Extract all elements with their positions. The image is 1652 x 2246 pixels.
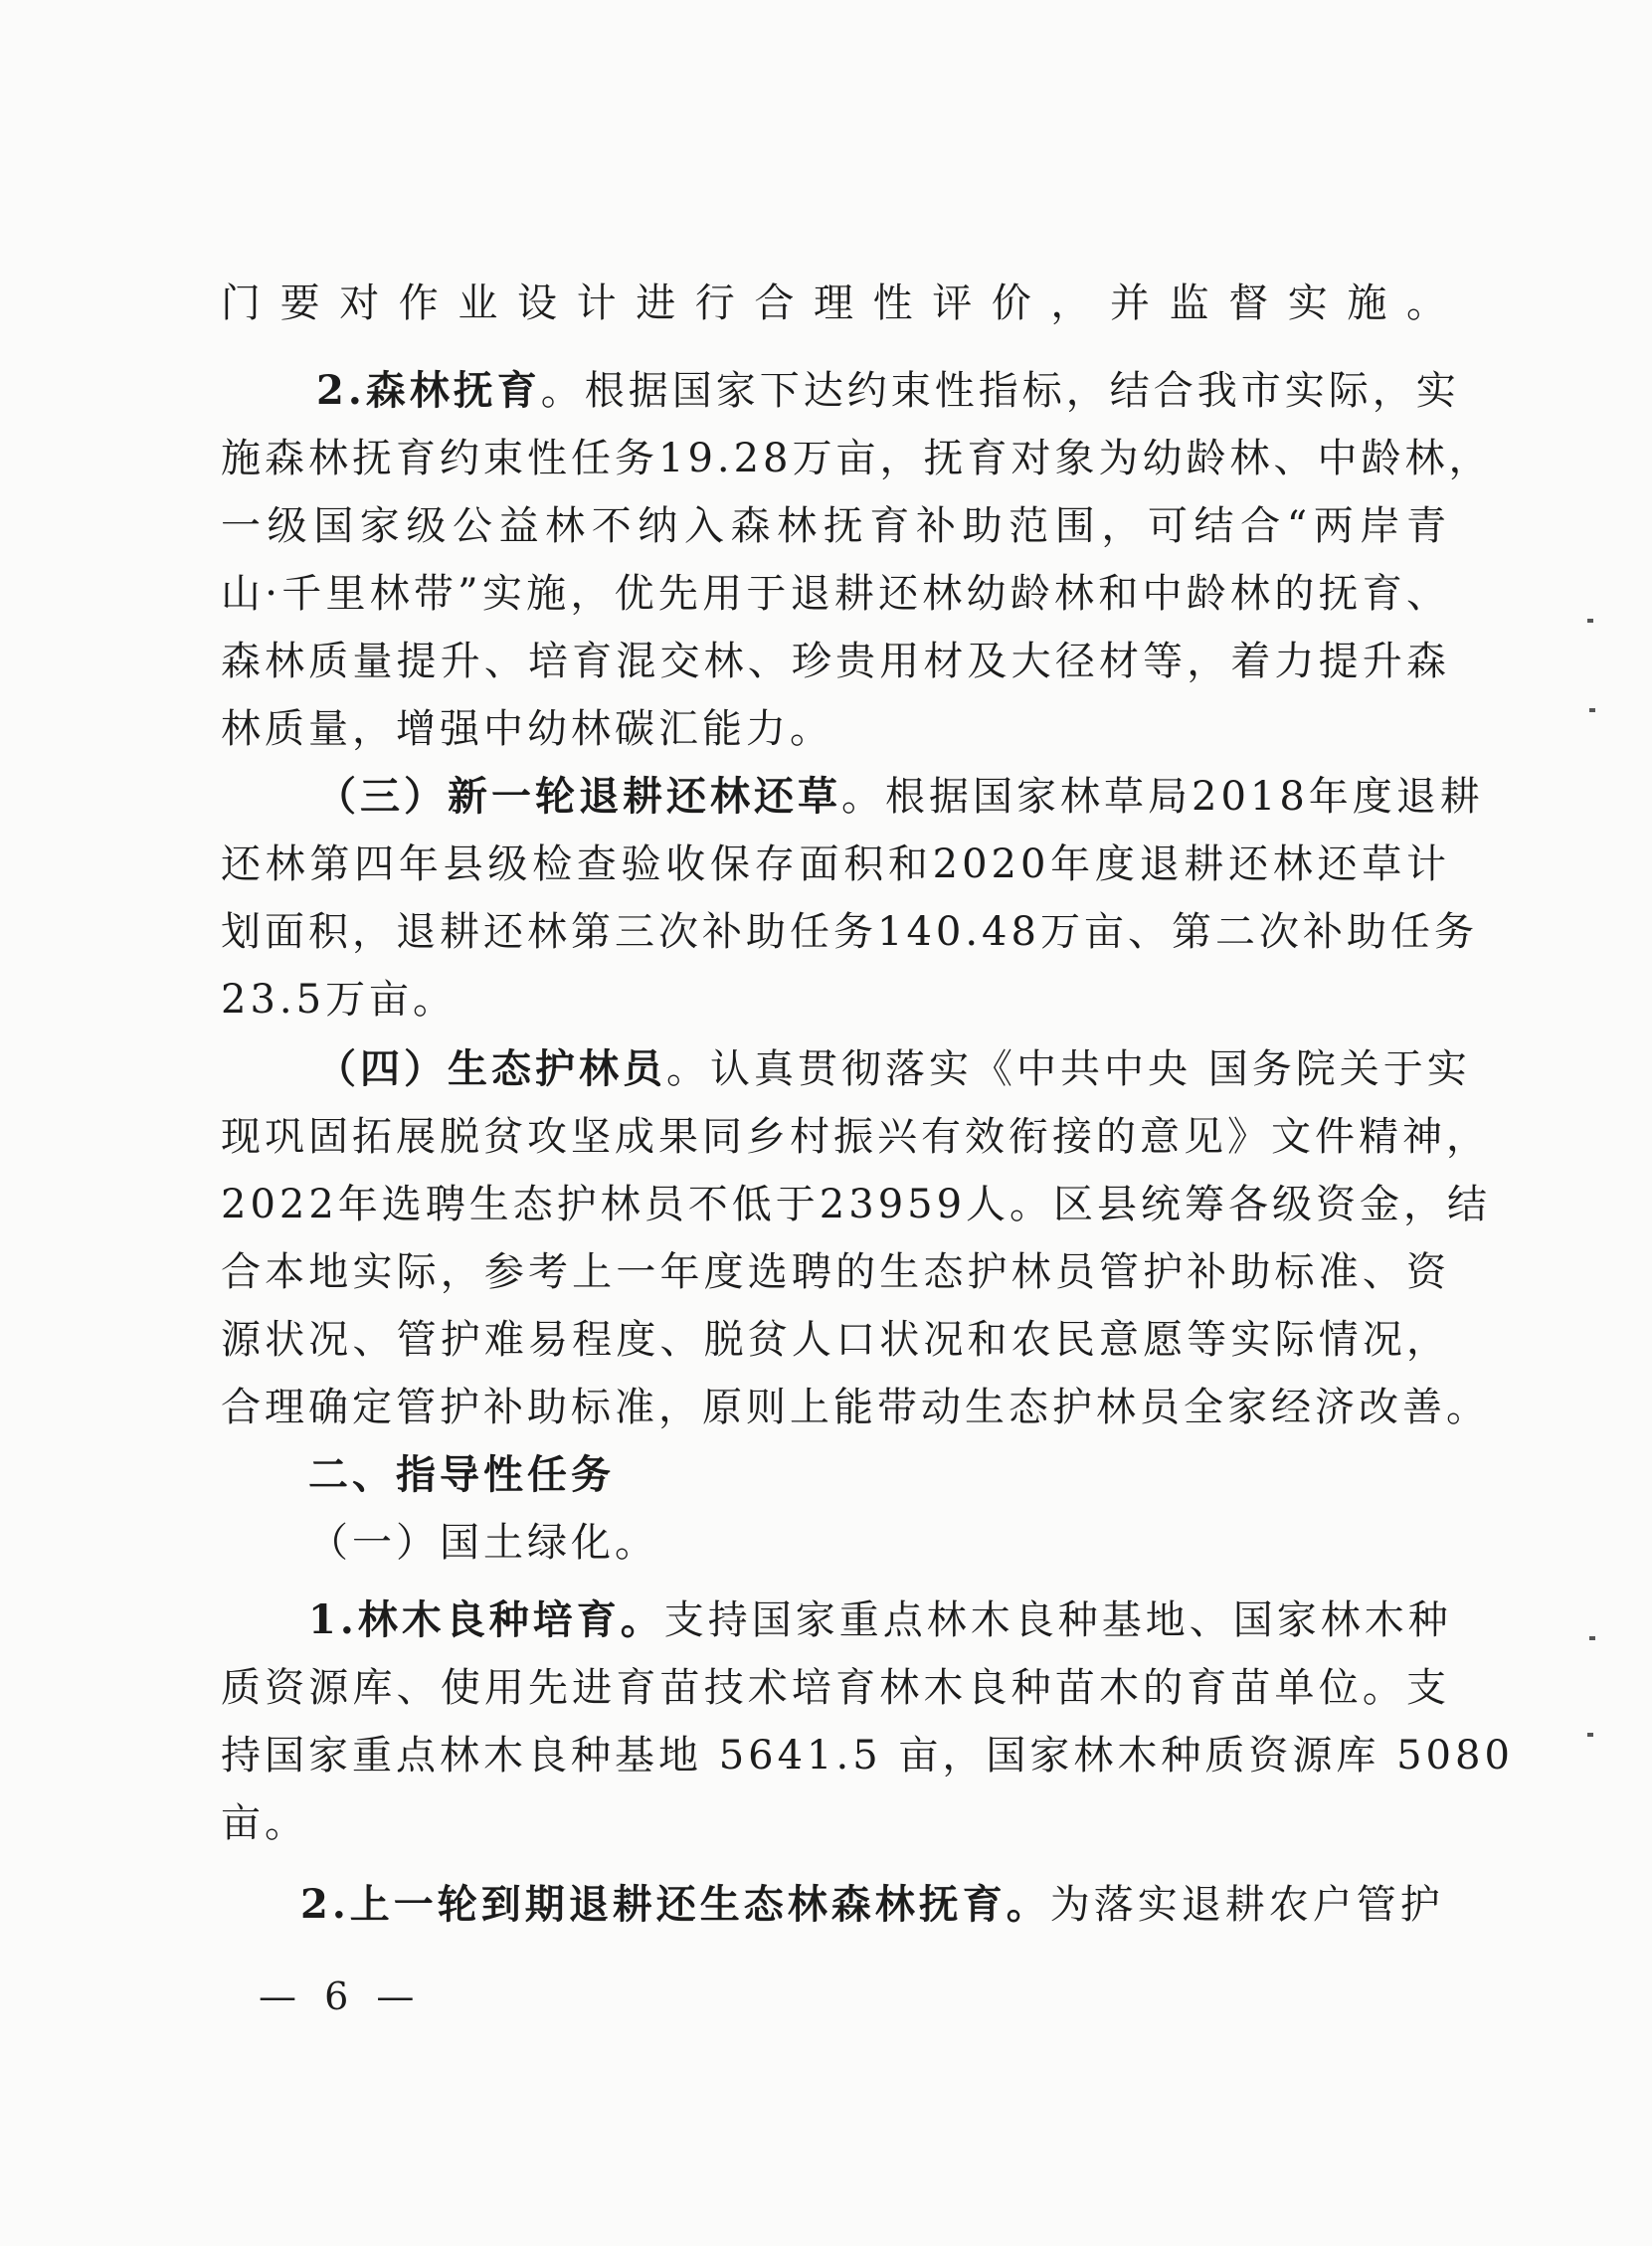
scan-speck [1589,1636,1595,1640]
section-heading: 1.林木良种培育。 [308,1596,664,1643]
text-line: 森林质量提升、培育混交林、珍贵用材及大径材等，着力提升森 [221,639,1450,684]
text-line: 还林第四年县级检查验收保存面积和2020年度退耕还林还草计 [221,842,1450,887]
text-line: 1.林木良种培育。支持国家重点林木良种基地、国家林木种 [308,1596,1452,1643]
text-line: 2022年选聘生态护林员不低于23959人。区县统筹各级资金，结 [221,1182,1492,1227]
text-line: 门要对作业设计进行合理性评价，并监督实施。 [221,281,1450,326]
text-line: 亩。 [221,1800,308,1846]
text-line [308,1440,1450,1510]
section-heading: （四）生态护林员 [316,1045,666,1092]
text-line: 2.上一轮到期退耕还生态林森林抚育。为落实退耕农户管护 [300,1881,1444,1928]
text-line: 合本地实际，参考上一年度选聘的生态护林员管护补助标准、资 [221,1249,1450,1295]
page-number: — 6 — [259,1974,423,2018]
section-heading: 2.上一轮到期退耕还生态林森林抚育。 [300,1881,1050,1928]
scan-speck [1589,708,1595,712]
section-heading: 二、指导性任务 [308,1451,615,1498]
section-heading: 2.森林抚育 [316,367,541,414]
text-line: 2.森林抚育。根据国家下达约束性指标，结合我市实际，实 [316,367,1460,414]
text-line: 一级国家级公益林不纳入森林抚育补助范围，可结合“两岸青 [221,503,1450,549]
scan-speck [1587,619,1593,623]
text-line: 持国家重点林木良种基地 5641.5 亩，国家林木种质资源库 5080 [221,1733,1514,1778]
text-line: 施森林抚育约束性任务19.28万亩，抚育对象为幼龄林、中龄林， [221,436,1493,481]
text-line: （一）国土绿化。 [308,1520,658,1566]
text-line: 划面积，退耕还林第三次补助任务140.48万亩、第二次补助任务 [221,909,1478,955]
text-line: 质资源库、使用先进育苗技术培育林木良种苗木的育苗单位。支 [221,1665,1450,1711]
text-line: （三）新一轮退耕还林还草。根据国家林草局2018年度退耕 [316,773,1484,820]
text-line: 山·千里林带”实施，优先用于退耕还林幼龄林和中龄林的抚育、 [221,571,1450,617]
text-line: 林质量，增强中幼林碳汇能力。 [221,706,833,752]
section-heading: （三）新一轮退耕还林还草 [316,773,841,820]
scan-speck [1587,1733,1593,1737]
text-line: 合理确定管护补助标准，原则上能带动生态护林员全家经济改善。 [221,1385,1490,1430]
text-line: 23.5万亩。 [221,977,458,1023]
text-line: （四）生态护林员。认真贯彻落实《中共中央 国务院关于实 [316,1045,1471,1092]
text-line: 源状况、管护难易程度、脱贫人口状况和农民意愿等实际情况， [221,1317,1450,1363]
text-line: 现巩固拓展脱贫攻坚成果同乡村振兴有效衔接的意见》文件精神， [221,1114,1490,1160]
